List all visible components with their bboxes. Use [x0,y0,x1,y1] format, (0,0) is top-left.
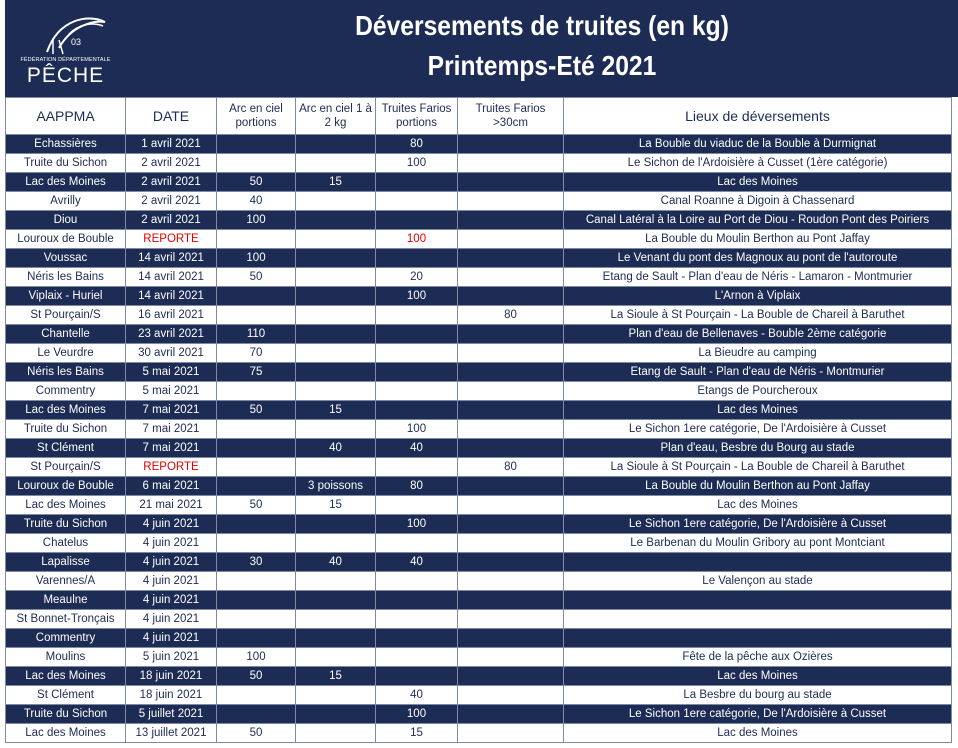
table-row [6,477,952,496]
table-cell [376,325,458,344]
table-cell [458,249,564,268]
table-cell [376,458,458,477]
table-cell [217,287,296,306]
table-cell: Etang de Sault - Plan d'eau de Néris - Montmurier [564,363,952,382]
table-row [6,515,952,534]
table-cell: 13 juillet 2021 [126,724,217,743]
table-cell [458,610,564,629]
table-cell: Plan d'eau de Bellenaves - Bouble 2ème catégorie [564,325,952,344]
table-cell [458,534,564,553]
table-cell [458,135,564,154]
table-cell: Plan d'eau, Besbre du Bourg au stade [564,439,952,458]
table-cell: 110 [217,325,296,344]
table-cell: Néris les Bains [6,268,126,287]
table-cell [296,610,376,629]
table-cell [217,382,296,401]
table-cell [458,363,564,382]
table-cell [217,705,296,724]
table-cell [458,553,564,572]
table-cell: 40 [217,192,296,211]
table-cell: Moulins [6,648,126,667]
table-cell [376,173,458,192]
table-cell: Etang de Sault - Plan d'eau de Néris - Lamaron - Montmurier [564,268,952,287]
table-cell: 4 juin 2021 [126,515,217,534]
table-cell [296,458,376,477]
table-cell: Le Sichon de l'Ardoisière à Cusset (1ère catégorie) [564,154,952,173]
table-row [6,458,952,477]
table-cell: St Pourçain/S [6,458,126,477]
table-cell [458,344,564,363]
table-cell: 21 mai 2021 [126,496,217,515]
table-cell: 15 [376,724,458,743]
table-cell [296,230,376,249]
table-row [6,363,952,382]
table-cell [217,135,296,154]
table-cell: Néris les Bains [6,363,126,382]
table-cell: 100 [376,287,458,306]
table-cell [217,591,296,610]
table-row [6,344,952,363]
table-cell: 5 juillet 2021 [126,705,217,724]
table-cell [458,230,564,249]
table-cell [458,515,564,534]
table-cell [376,648,458,667]
table-cell [458,211,564,230]
table-cell: 15 [296,496,376,515]
table-cell [376,211,458,230]
table-cell: 75 [217,363,296,382]
table-cell: Truite du Sichon [6,515,126,534]
table-cell [296,211,376,230]
table-cell [458,192,564,211]
table-row [6,553,952,572]
federation-logo [5,0,126,97]
table-cell [458,382,564,401]
table-cell [296,135,376,154]
table-row [6,420,952,439]
table-cell [458,496,564,515]
table-header-row [6,98,952,135]
table-cell: 18 juin 2021 [126,667,217,686]
table-cell [376,572,458,591]
table-cell: La Bouble du Moulin Berthon au Pont Jaffay [564,230,952,249]
table-cell: 7 mai 2021 [126,439,217,458]
table-cell: Le Sichon 1ere catégorie, De l'Ardoisière à Cusset [564,420,952,439]
table-cell: 15 [296,173,376,192]
table-cell: La Sioule à St Pourçain - La Bouble de Chareil à Baruthet [564,306,952,325]
table-cell: Commentry [6,382,126,401]
table-cell: St Bonnet-Tronçais [6,610,126,629]
table-cell: Le Sichon 1ere catégorie, De l'Ardoisière à Cusset [564,515,952,534]
table-cell [296,686,376,705]
table-cell: 15 [296,401,376,420]
table-cell [217,686,296,705]
table-cell: Lac des Moines [564,401,952,420]
table-row [6,192,952,211]
table-cell: 5 mai 2021 [126,382,217,401]
table-cell [296,534,376,553]
table-cell [296,705,376,724]
table-cell [217,439,296,458]
table-cell [217,230,296,249]
table-cell: 4 juin 2021 [126,591,217,610]
table-cell [564,610,952,629]
table-row [6,135,952,154]
table-cell [376,667,458,686]
table-cell: La Bieudre au camping [564,344,952,363]
table-cell: Truite du Sichon [6,420,126,439]
table-cell: 14 avril 2021 [126,268,217,287]
table-row [6,724,952,743]
table-cell: 6 mai 2021 [126,477,217,496]
table-cell [296,724,376,743]
table-cell [296,306,376,325]
table-cell: 40 [376,439,458,458]
column-header: Truites Farios portions [376,98,458,135]
table-cell [217,572,296,591]
table-cell [458,439,564,458]
table-cell: Voussac [6,249,126,268]
table-cell: REPORTE [126,230,217,249]
table-cell: 80 [376,477,458,496]
table-cell: 100 [217,249,296,268]
table-row [6,173,952,192]
table-cell [458,420,564,439]
table-cell [296,287,376,306]
table-cell [296,572,376,591]
page-header [126,0,958,97]
table-cell [458,724,564,743]
table-cell: Lac des Moines [6,724,126,743]
table-row [6,382,952,401]
table-cell: 80 [458,306,564,325]
table-row [6,249,952,268]
column-header: AAPPMA [6,98,126,135]
page-subtitle: Printemps-Eté 2021 [427,50,657,81]
table-cell [296,363,376,382]
table-body [6,135,952,743]
logo-number: 03 [71,37,82,47]
table-cell [458,591,564,610]
table-row [6,610,952,629]
table-cell: 30 avril 2021 [126,344,217,363]
table-row [6,534,952,553]
table-cell: La Besbre du bourg au stade [564,686,952,705]
table-cell: Le Valençon au stade [564,572,952,591]
table-row [6,306,952,325]
table-cell [217,420,296,439]
table-cell: 50 [217,724,296,743]
table-cell: Commentry [6,629,126,648]
table-cell [376,363,458,382]
table-cell: 80 [458,458,564,477]
table-cell [458,648,564,667]
table-cell: 20 [376,268,458,287]
table-row [6,211,952,230]
table-cell [296,591,376,610]
table-cell [458,287,564,306]
table-cell: La Sioule à St Pourçain - La Bouble de Chareil à Baruthet [564,458,952,477]
table-cell: Chantelle [6,325,126,344]
table-cell: 80 [376,135,458,154]
table-cell [458,572,564,591]
table-cell: Canal Latéral à la Loire au Port de Diou - Roudon Pont des Poiriers [564,211,952,230]
table-cell: St Clément [6,686,126,705]
table-cell [458,173,564,192]
table-cell: 14 avril 2021 [126,249,217,268]
table-cell: Viplaix - Huriel [6,287,126,306]
column-header: Arc en ciel portions [217,98,296,135]
table-cell: La Bouble du viaduc de la Bouble à Durmignat [564,135,952,154]
table-cell [296,629,376,648]
table-cell: Truite du Sichon [6,705,126,724]
table-cell: 100 [376,515,458,534]
table-cell: 50 [217,401,296,420]
table-cell [296,648,376,667]
table-row [6,325,952,344]
logo-subtitle: FÉDÉRATION DÉPARTEMENTALE [20,57,111,63]
table-cell: 7 mai 2021 [126,401,217,420]
table-cell: Lac des Moines [6,496,126,515]
table-row [6,705,952,724]
table-row [6,591,952,610]
table-cell [217,534,296,553]
table-cell: 5 juin 2021 [126,648,217,667]
table-cell: Lac des Moines [564,496,952,515]
table-cell: 2 avril 2021 [126,211,217,230]
table-cell: 100 [376,420,458,439]
table-cell: 40 [376,686,458,705]
table-cell [217,477,296,496]
table-cell [217,629,296,648]
table-row [6,287,952,306]
table-cell: St Clément [6,439,126,458]
table-cell: 100 [217,211,296,230]
table-cell: 40 [296,439,376,458]
table-cell [296,154,376,173]
table-cell: Lac des Moines [564,724,952,743]
table-cell: 40 [376,553,458,572]
table-cell: 4 juin 2021 [126,553,217,572]
table-cell: 4 juin 2021 [126,610,217,629]
table-cell: Lac des Moines [564,173,952,192]
fish-icon [19,8,111,58]
table-cell [376,382,458,401]
table-row [6,230,952,249]
page-title: Déversements de truites (en kg) [355,10,729,41]
table-row [6,268,952,287]
column-header: Arc en ciel 1 à 2 kg [296,98,376,135]
table-cell: 2 avril 2021 [126,173,217,192]
table-cell: Avrilly [6,192,126,211]
table-cell: 15 [296,667,376,686]
table-cell: 18 juin 2021 [126,686,217,705]
table-cell [217,610,296,629]
table-cell: Lac des Moines [6,401,126,420]
table-cell [376,591,458,610]
table-cell [376,534,458,553]
table-cell: Le Venant du pont des Magnoux au pont de l'autoroute [564,249,952,268]
table-cell [458,401,564,420]
table-cell [458,629,564,648]
table-cell: 4 juin 2021 [126,534,217,553]
table-cell [217,306,296,325]
table-row [6,629,952,648]
table-cell: St Pourçain/S [6,306,126,325]
table-cell [217,515,296,534]
table-cell [376,344,458,363]
table-cell: 1 avril 2021 [126,135,217,154]
table-cell: 100 [376,705,458,724]
table-cell [296,325,376,344]
table-cell: 2 avril 2021 [126,154,217,173]
table-cell [564,629,952,648]
table-cell: 30 [217,553,296,572]
table-cell [458,705,564,724]
table-cell: L'Arnon à Viplaix [564,287,952,306]
table-cell [564,553,952,572]
table-cell: 2 avril 2021 [126,192,217,211]
column-header: DATE [126,98,217,135]
table-cell [376,306,458,325]
table-cell: Le Barbenan du Moulin Gribory au pont Montciant [564,534,952,553]
table-row [6,401,952,420]
table-row [6,667,952,686]
table-cell: Lapalisse [6,553,126,572]
table-cell [376,401,458,420]
table-cell: 5 mai 2021 [126,363,217,382]
table-cell: 50 [217,496,296,515]
table-cell [296,515,376,534]
table-cell: Fête de la pêche aux Ozières [564,648,952,667]
table-cell: 40 [296,553,376,572]
releases-table [5,97,952,743]
table-cell: Chatelus [6,534,126,553]
table-cell: Etangs de Pourcheroux [564,382,952,401]
table-cell [376,629,458,648]
table-cell: Echassières [6,135,126,154]
table-cell [296,344,376,363]
table-cell [458,686,564,705]
table-cell [458,325,564,344]
table-cell: 100 [376,154,458,173]
table-cell [296,420,376,439]
table-cell [564,591,952,610]
table-cell: Lac des Moines [6,667,126,686]
table-cell: 23 avril 2021 [126,325,217,344]
table-cell: Meaulne [6,591,126,610]
table-cell: 16 avril 2021 [126,306,217,325]
table-cell [296,192,376,211]
table-cell: 50 [217,667,296,686]
table-cell: 4 juin 2021 [126,572,217,591]
table-cell: 100 [217,648,296,667]
column-header: Lieux de déversements [564,98,952,135]
table-cell [376,496,458,515]
table-cell: 7 mai 2021 [126,420,217,439]
table-cell: 70 [217,344,296,363]
table-cell: 50 [217,268,296,287]
table-cell [296,249,376,268]
table-row [6,686,952,705]
table-row [6,154,952,173]
table-cell [296,268,376,287]
table-row [6,572,952,591]
table-row [6,496,952,515]
table-cell: 50 [217,173,296,192]
table-cell: La Bouble du Moulin Berthon au Pont Jaffay [564,477,952,496]
column-header: Truites Farios >30cm [458,98,564,135]
table-cell [458,477,564,496]
table-cell: Le Veurdre [6,344,126,363]
table-cell [458,268,564,287]
table-cell [376,192,458,211]
table-cell: 3 poissons [296,477,376,496]
table-cell [458,667,564,686]
table-row [6,648,952,667]
table-cell: 4 juin 2021 [126,629,217,648]
table-cell: Diou [6,211,126,230]
table-cell [458,154,564,173]
logo-title: PÊCHE [26,64,105,87]
table-cell [296,382,376,401]
table-cell [376,249,458,268]
table-cell: Lac des Moines [6,173,126,192]
table-cell [217,154,296,173]
table-cell [217,458,296,477]
table-cell [376,610,458,629]
table-cell: Louroux de Bouble [6,477,126,496]
table-cell: Canal Roanne à Digoin à Chassenard [564,192,952,211]
table-cell: Louroux de Bouble [6,230,126,249]
table-cell: 14 avril 2021 [126,287,217,306]
table-cell: Le Sichon 1ere catégorie, De l'Ardoisière à Cusset [564,705,952,724]
table-cell: REPORTE [126,458,217,477]
table-cell: Truite du Sichon [6,154,126,173]
table-cell: Varennes/A [6,572,126,591]
table-row [6,439,952,458]
table-cell: 100 [376,230,458,249]
table-cell: Lac des Moines [564,667,952,686]
